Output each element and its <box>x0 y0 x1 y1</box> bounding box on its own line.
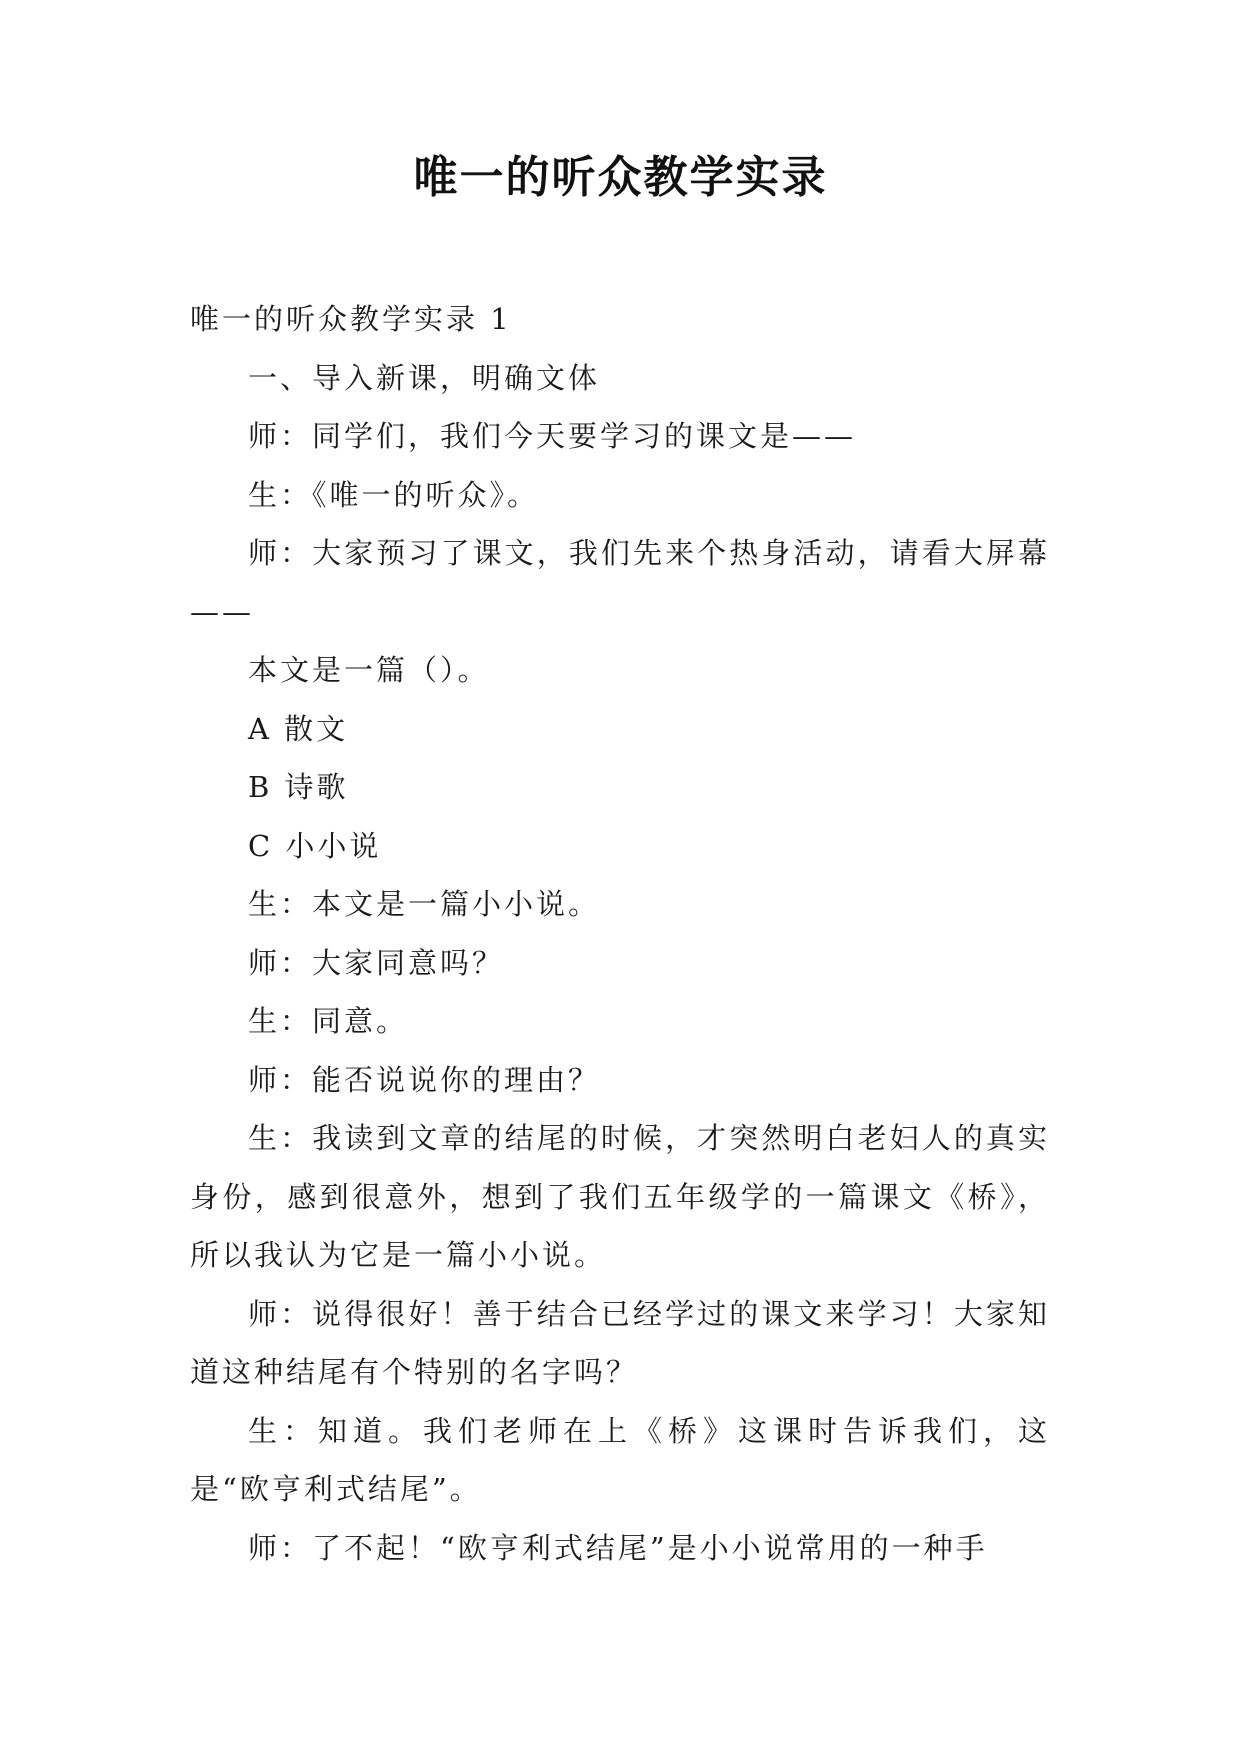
document-body <box>190 290 1050 1577</box>
paragraph: 生：我读到文章的结尾的时候，才突然明白老妇人的真实身份，感到很意外，想到了我们五年级学的一篇课文《桥》，所以我认为它是一篇小小说。 <box>190 1121 1050 1272</box>
paragraph: 生：本文是一篇小小说。 <box>248 887 601 921</box>
paragraph: 本文是一篇（）。 <box>248 653 490 687</box>
paragraph: C 小小说 <box>248 828 382 863</box>
section-heading: 唯一的听众教学实录 1 <box>190 302 512 336</box>
paragraph: 师：同学们，我们今天要学习的课文是—— <box>248 419 857 453</box>
paragraph: 师：大家预习了课文，我们先来个热身活动，请看大屏幕—— <box>190 536 1050 629</box>
paragraph: B 诗歌 <box>248 770 349 804</box>
paragraph: 一、导入新课，明确文体 <box>248 360 601 395</box>
paragraph: 师：能否说说你的理由？ <box>248 1062 601 1097</box>
paragraph: 生：知道。我们老师在上《桥》这课时告诉我们，这是“欧亨利式结尾”。 <box>190 1413 1050 1506</box>
paragraph: 生：同意。 <box>248 1004 409 1038</box>
document-title: 唯一的听众教学实录 <box>413 152 828 203</box>
paragraph: 生：《唯一的听众》。 <box>248 477 540 512</box>
paragraph: 师：说得很好！善于结合已经学过的课文来学习！大家知道这种结尾有个特别的名字吗？ <box>190 1296 1050 1389</box>
paragraph: A 散文 <box>248 711 349 746</box>
paragraph: 师：大家同意吗？ <box>248 945 505 980</box>
paragraph: 师：了不起！“欧亨利式结尾”是小小说常用的一种手 <box>248 1530 988 1565</box>
